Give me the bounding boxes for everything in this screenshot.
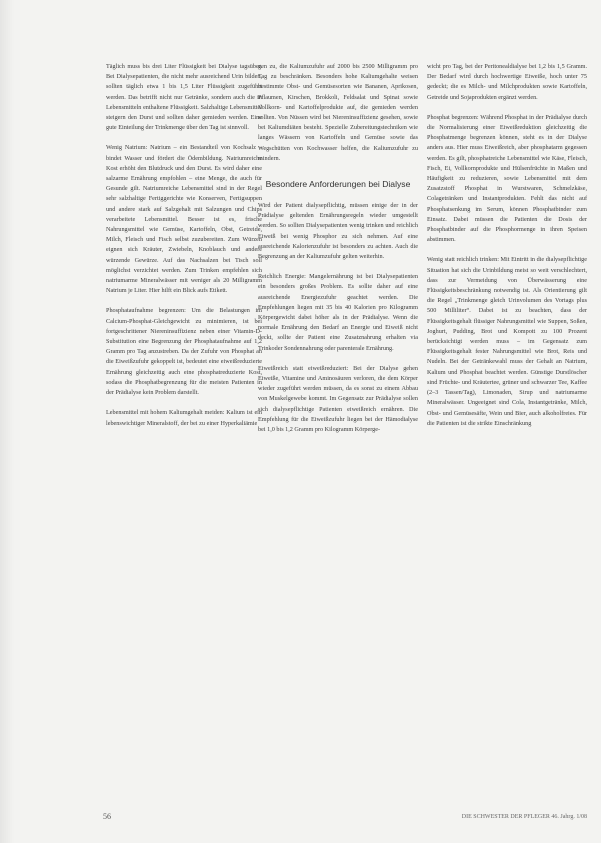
paragraph: Phosphataufnahme begrenzen: Um die Belastungen im Calcium-Phosphat-Gleichgewicht zu minimieren, ist bei fortgeschrittener Niereninsuffizienz neben einer Vitamin-D-Substitution eine Begrenzung der Phosphataufnahme auf 1,2 Gramm pro Tag anzustreben. Da der Zufuhr von Phosphat an die Eiweißzufuhr gekoppelt ist, bedeutet eine eiweißreduzierte Ernährung gleichzeitig auch eine phosphatreduzierte Kost, sodass die Phosphatbegrenzung für die meisten Patienten in der Prädialyse kein Problem darstellt. (106, 307, 262, 397)
paragraph: gen zu, die Kaliumzufuhr auf 2000 bis 2500 Milligramm pro Tag zu beschränken. Besonders hohe Kaliumgehalte weisen bestimmte Obst- und Gemüsesorten wie Bananen, Aprikosen, Pflaumen, Kirschen, Brokkoli, Feldsalat und Spinat sowie Vollkorn- und Kartoffelprodukte auf, die gemieden werden sollten. Von Nüssen wird bei Niereninsuffizienz gesehen, sowie bei Kaliumdiäten besteht. Spezielle Zubereitungstechniken wie langes Wässern von Kartoffeln und Gemüse sowie das Wegschütten von Kochwasser helfen, die Kaliumzufuhr zu mindern. (258, 63, 418, 162)
paragraph: Reichlich Energie: Mangelernährung ist bei Dialysepatienten ein besonders großes Problem. Es sollte daher auf eine ausreichende Energiezufuhr geachtet werden. Die Empfehlungen liegen mit 35 bis 40 Kalorien pro Kilogramm Körpergewicht dabei höher als in der Prädialyse. Wenn die normale Ernährung den Bedarf an Energie und Eiweiß nicht deckt, sollte der Patient eine Zusatznahrung erhalten via Trinkoder Sondennahrung oder parenterale Ernährung. (258, 273, 418, 352)
paragraph: Wird der Patient dialysepflichtig, müssen einige der in der Prädialyse geltenden Ernährungsregeln wieder umgestellt werden. So sollten Dialysepatienten wenig trinken und reichlich Eiweiß bei wenig Phosphor zu sich nehmen. Auf eine ausreichende Kalorienzufuhr ist besonders zu achten. Auch die Begrenzung an der Kaliumzufuhr gelten weiterhin. (258, 202, 418, 261)
text-column-2 (258, 62, 418, 445)
paragraph: Phosphat begrenzen: Während Phosphat in der Prädialyse durch die Normalisierung einer Eiweißreduktion gleichzeitig die Phosphatmenge begrenzen können, steht es in der Dialyse anders aus. Hier muss Eiweißreich, aber phosphatarm gegessen werden. Es gilt, phosphatreiche Lebensmittel wie Käse, Fleisch, Fisch, Ei, Vollkornprodukte und Hülsenfrüchte in Maßen und Häufigkeit zu reduzieren, sowie Lebensmittel mit dem Zusatzstoff Phosphat in Wurstwaren, Schmelzkäse, Colagetränken und Instantprodukten. Fehlt das nicht auf Phosphatsenkung im Serum, können Phosphatbinder zum Einsatz. Dabei müssen die Patienten die Dosis der Phosphatbinder auf die Phosphormenge in ihren Speisen abstimmen. (427, 113, 587, 244)
section-heading: Besondere Anforderungen bei Dialyse (265, 179, 411, 190)
page-number: 56 (103, 812, 111, 821)
text-column-1 (106, 62, 262, 439)
page-shadow (0, 0, 14, 843)
paragraph: Lebensmittel mit hohem Kaliumgehalt meiden: Kalium ist ein lebenswichtiger Mineralstoff, der bei zu einer Hyperkaliämie (106, 409, 262, 427)
running-footer: DIE SCHWESTER DER PFLEGER 46. Jahrg. 1/08 (461, 814, 587, 820)
paragraph: Wenig Natrium: Natrium – ein Bestandteil von Kochsalz – bindet Wasser und fördert die Ödembildung. Natriumreiche Kost erhöht den Blutdruck und den Durst. Es wird daher eine salzarme Ernährung empfohlen – eine Menge, die auch für Gesunde gilt. Natriumreiche Lebensmittel sind in der Regel sehr salzhaltige Fertiggerichte wie Konserven, Fertigsuppen und andere stark auf Salzgehalt mit Salzungen und Chips verarbeitete Lebensmittel. Besser ist es, frische Nahrungsmittel wie Gemüse, Kartoffeln, Obst, Getreide, Milch, Fleisch und Fisch selbst zuzubereiten. Zum Würzen eignen sich Kräuter, Zwiebeln, Knoblauch und andere würzende Gewürze. Auf das Nachsalzen bei Tisch soll möglichst verzichtet werden. Zum Trinken empfehlen sich natriumarme Mineralwässer mit weniger als 20 Milligramm Natrium je Liter. Hier hilft ein Blick aufs Etikett. (106, 144, 262, 295)
paragraph: Eiweißreich statt eiweißreduziert: Bei der Dialyse gehen Eiweiße, Vitamine und Aminosäuren verloren, die dem Körper wieder zugeführt werden müssen, da es sonst zu einem Abbau von Muskelgewebe kommt. Im Gegensatz zur Prädialyse sollen sich dialysepflichtige Patienten eiweißreich ernähren. Die Empfehlung für die Eiweißzufuhr liegen bei der Hämodialyse bei 1,0 bis 1,2 Gramm pro Kilogramm Körperge- (258, 364, 418, 434)
text-column-3 (427, 62, 587, 439)
paragraph: Wenig statt reichlich trinken: Mit Eintritt in die dialysepflichtige Situation hat sich die Urinbildung meist so weit verschlechtert, dass zur Vermeidung von Überwässerung eine Flüssigkeitsbeschränkung notwendig ist. Als Orientierung gilt die Regel „Trinkmenge gleich Urinvolumen des Vortags plus 500 Milliliter“. Dabei ist zu beachten, dass der Flüssigkeitsgehalt flüssiger Nahrungsmittel wie Suppen, Soßen, Joghurt, Pudding, Brot und Kompott zu 100 Prozent berücksichtigt werden muss – im Gegensatz zum Flüssigkeitsgehalt fester Nahrungsmittel wie Brot, Reis und Nudeln. Bei der Getränkewahl muss der Gehalt an Natrium, Kalium und Phosphat beachtet werden. Günstige Durstlöscher sind Früchte- und Kräutertee, grüner und schwarzer Tee, Kaffee (2–3 Tassen/Tag), Limonaden, Sirup und natriumarme Mineralwässer. Ungeeignet sind Cola, Instantgetränke, Milch, Obst- und Gemüsesäfte, Wein und Bier, auch alkoholfreies. Für die Patienten ist die strikte Einschränkung (427, 256, 587, 427)
paragraph: Täglich muss bis drei Liter Flüssigkeit bei Dialyse tagsüber. Bei Dialysepatienten, die nicht mehr ausreichend Urin bilden, sollten täglich etwa 1 bis 1,5 Liter Flüssigkeit zugeführt werden. Das betrifft nicht nur Getränke, sondern auch die in Lebensmitteln enthaltene Flüssigkeit. Salzhaltige Lebensmittel steigern den Durst und sollten daher gemieden werden. Eine gute Einteilung der Trinkmenge über den Tag ist sinnvoll. (106, 63, 262, 132)
paragraph: wicht pro Tag, bei der Peritonealdialyse bei 1,2 bis 1,5 Gramm. Der Bedarf wird durch hochwertige Eiweiße, hoch unter 75 gedeckt; die es Milch- und Milchprodukten sowie Kartoffeln, Getreide und Sojaprodukten ergänzt werden. (427, 63, 587, 101)
